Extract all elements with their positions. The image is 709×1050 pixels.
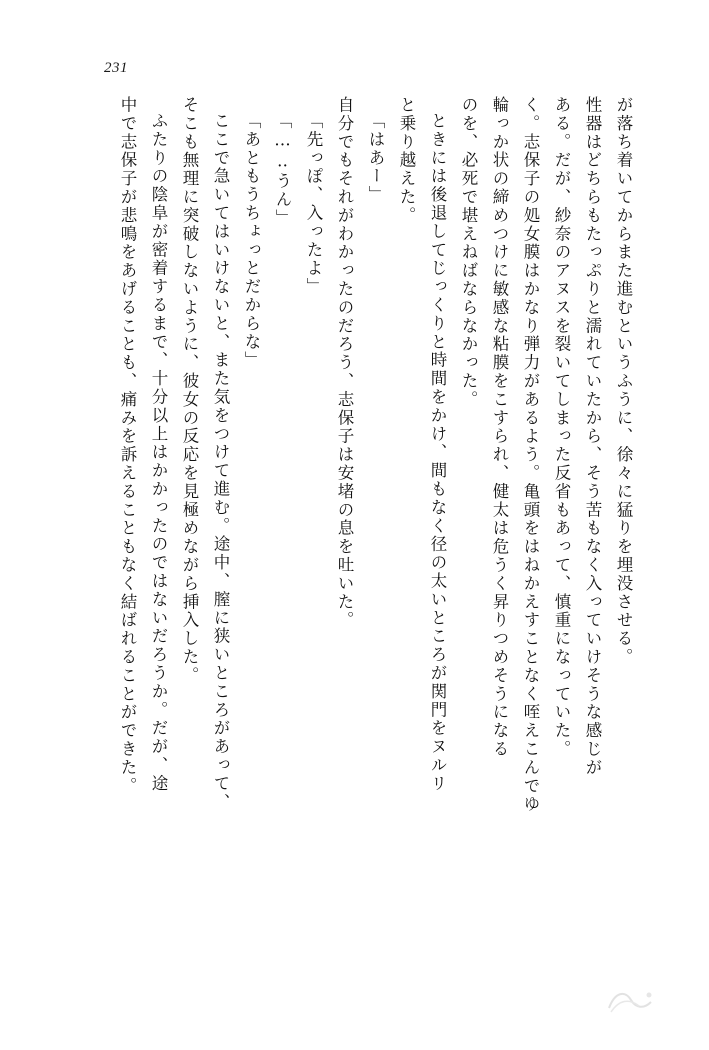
watermark-logo: [605, 986, 657, 1016]
text-column: 「はあー」: [366, 112, 385, 204]
text-column: と乗り越えた。: [397, 96, 416, 225]
text-column: ある。だが、紗奈のアヌスを裂いてしまった反省もあって、慎重になっていた。: [552, 96, 571, 759]
text-column: ここで急いてはいけないと、また気をつけて進む。途中、膣に狭いところがあって、: [211, 112, 230, 812]
text-column: 性器はどちらもたっぷりと濡れていたから、そう苦もなく入っていけそうな感じが: [583, 96, 602, 777]
text-column: ふたりの陰阜が密着するまで、十分以上はかかったのではないだろうか。だが、途: [149, 112, 168, 793]
text-column: 「先っぽ、入ったよ」: [304, 112, 323, 296]
text-column: のを、必死で堪えねばならなかった。: [459, 96, 478, 409]
vertical-text-block: [78, 96, 631, 946]
text-column: く。志保子の処女膜はかなり弾力があるよう。亀頭をはねかえすことなく咥えこんでゆ: [521, 96, 540, 814]
text-column: ときには後退してじっくりと時間をかけ、間もなく径の太いところが関門をヌルリ: [428, 112, 447, 793]
page-number: 231: [104, 60, 128, 76]
text-column: が落ち着いてからまた進むというふうに、徐々に猛りを埋没させる。: [614, 96, 633, 667]
text-column: 中で志保子が悲鳴をあげることも、痛みを訴えることもなく結ばれることができた。: [118, 96, 137, 796]
text-column: 輪っか状の締めつけに敏感な粘膜をこすられ、健太は危うく昇りつめそうになる: [490, 96, 509, 759]
text-column: 「…‥うん」: [273, 112, 292, 228]
text-column: 「あともうちょっとだからな」: [242, 112, 261, 370]
text-column: そこも無理に突破しないように、彼女の反応を見極めながら挿入した。: [180, 96, 199, 685]
text-column: 自分でもそれがわかったのだろう、志保子は安堵の息を吐いた。: [335, 96, 354, 630]
